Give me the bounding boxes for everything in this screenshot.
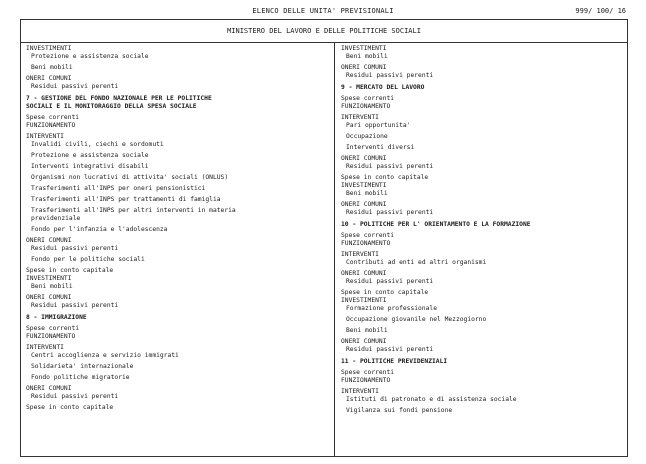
ministry-heading: MINISTERO DEL LAVORO E DELLE POLITICHE SOCIALI: [21, 20, 627, 43]
spending-type: Spese correnti: [341, 369, 395, 376]
spending-type: Spese in conto capitale: [341, 174, 429, 181]
category-line: FUNZIONAMENTO: [26, 122, 76, 129]
list-item: Beni mobili: [346, 53, 388, 60]
spending-type: Spese correnti: [341, 95, 395, 102]
list-item: Organismi non lucrativi di attivita' sociali (ONLUS): [31, 174, 229, 181]
list-item: Residui passivi perenti: [31, 393, 119, 400]
category-line: INVESTIMENTI: [26, 275, 72, 282]
spending-type: Spese in conto capitale: [26, 267, 114, 274]
section-heading: 7 - GESTIONE DEL FONDO NAZIONALE PER LE POLITICHE: [26, 95, 212, 102]
list-item: Protezione e assistenza sociale: [31, 53, 149, 60]
table-frame: [20, 19, 628, 457]
category-line: FUNZIONAMENTO: [341, 103, 391, 110]
category-line: FUNZIONAMENTO: [341, 377, 391, 384]
list-item: Trasferimenti all'INPS per trattamenti di famiglia: [31, 196, 221, 203]
list-item: Residui passivi perenti: [31, 83, 119, 90]
column-divider: [334, 42, 335, 456]
list-item: Interventi diversi: [346, 144, 415, 151]
category-line: ONERI COMUNI: [26, 75, 72, 82]
list-item: Centri accoglienza e servizio immigrati: [31, 352, 179, 359]
category-line: INVESTIMENTI: [341, 45, 387, 52]
section-heading: 11 - POLITICHE PREVIDENZIALI: [341, 358, 448, 365]
list-item: Invalidi civili, ciechi e sordomuti: [31, 141, 164, 148]
list-item: Pari opportunita': [346, 122, 411, 129]
left-column: [26, 45, 326, 412]
right-column: [341, 45, 621, 418]
list-item: Solidarieta' internazionale: [31, 363, 134, 370]
spending-type: Spese correnti: [26, 325, 80, 332]
list-item: Residui passivi perenti: [346, 278, 434, 285]
section-heading: 9 - MERCATO DEL LAVORO: [341, 84, 425, 91]
spending-type: Spese in conto capitale: [341, 289, 429, 296]
category-line: INVESTIMENTI: [341, 297, 387, 304]
list-item: Vigilanza sui fondi pensione: [346, 407, 453, 414]
list-item: Trasferimenti all'INPS per altri interventi in materia previdenziale: [31, 207, 236, 222]
list-item: Residui passivi perenti: [346, 163, 434, 170]
category-line: ONERI COMUNI: [341, 270, 387, 277]
section-heading: 10 - POLITICHE PER L' ORIENTAMENTO E LA FORMAZIONE: [341, 221, 531, 228]
list-item: Beni mobili: [31, 64, 73, 71]
list-item: Formazione professionale: [346, 305, 437, 312]
list-item: Fondo per le politiche sociali: [31, 256, 145, 263]
spending-type: Spese in conto capitale: [26, 404, 114, 411]
list-item: Residui passivi perenti: [31, 302, 119, 309]
category-line: INVESTIMENTI: [341, 182, 387, 189]
list-item: Beni mobili: [346, 190, 388, 197]
section-heading: 8 - IMMIGRAZIONE: [26, 314, 87, 321]
list-item: Fondo politiche migratorie: [31, 374, 130, 381]
category-line: ONERI COMUNI: [341, 155, 387, 162]
category-line: FUNZIONAMENTO: [341, 240, 391, 247]
category-line: INTERVENTI: [341, 114, 379, 121]
list-item: Interventi integrativi disabili: [31, 163, 149, 170]
section-heading: SOCIALI E IL MONITORAGGIO DELLA SPESA SOCIALE: [26, 103, 197, 110]
list-item: Beni mobili: [31, 283, 73, 290]
category-line: INVESTIMENTI: [26, 45, 72, 52]
category-line: INTERVENTI: [26, 133, 64, 140]
category-line: ONERI COMUNI: [341, 201, 387, 208]
category-line: ONERI COMUNI: [26, 237, 72, 244]
category-line: INTERVENTI: [341, 388, 379, 395]
spending-type: Spese correnti: [341, 232, 395, 239]
list-item: Contributi ad enti ed altri organismi: [346, 259, 487, 266]
category-line: INTERVENTI: [341, 251, 379, 258]
category-line: ONERI COMUNI: [341, 338, 387, 345]
category-line: ONERI COMUNI: [341, 64, 387, 71]
list-item: Occupazione: [346, 133, 388, 140]
list-item: Trasferimenti all'INPS per oneri pensionistici: [31, 185, 206, 192]
category-line: ONERI COMUNI: [26, 294, 72, 301]
list-item: Occupazione giovanile nel Mezzogiorno: [346, 316, 487, 323]
category-line: FUNZIONAMENTO: [26, 333, 76, 340]
spending-type: Spese correnti: [26, 114, 80, 121]
list-item: Residui passivi perenti: [346, 346, 434, 353]
category-line: ONERI COMUNI: [26, 385, 72, 392]
list-item: Protezione e assistenza sociale: [31, 152, 149, 159]
list-item: Fondo per l'infanzia e l'adolescenza: [31, 226, 168, 233]
list-item: Beni mobili: [346, 327, 388, 334]
list-item: Residui passivi perenti: [31, 245, 119, 252]
list-item: Residui passivi perenti: [346, 72, 434, 79]
document-code: 999/ 100/ 16: [575, 7, 626, 15]
list-item: Residui passivi perenti: [346, 209, 434, 216]
list-item: Istituti di patronato e di assistenza sociale: [346, 396, 517, 403]
category-line: INTERVENTI: [26, 344, 64, 351]
document-title: ELENCO DELLE UNITA' PREVISIONALI: [252, 7, 394, 15]
